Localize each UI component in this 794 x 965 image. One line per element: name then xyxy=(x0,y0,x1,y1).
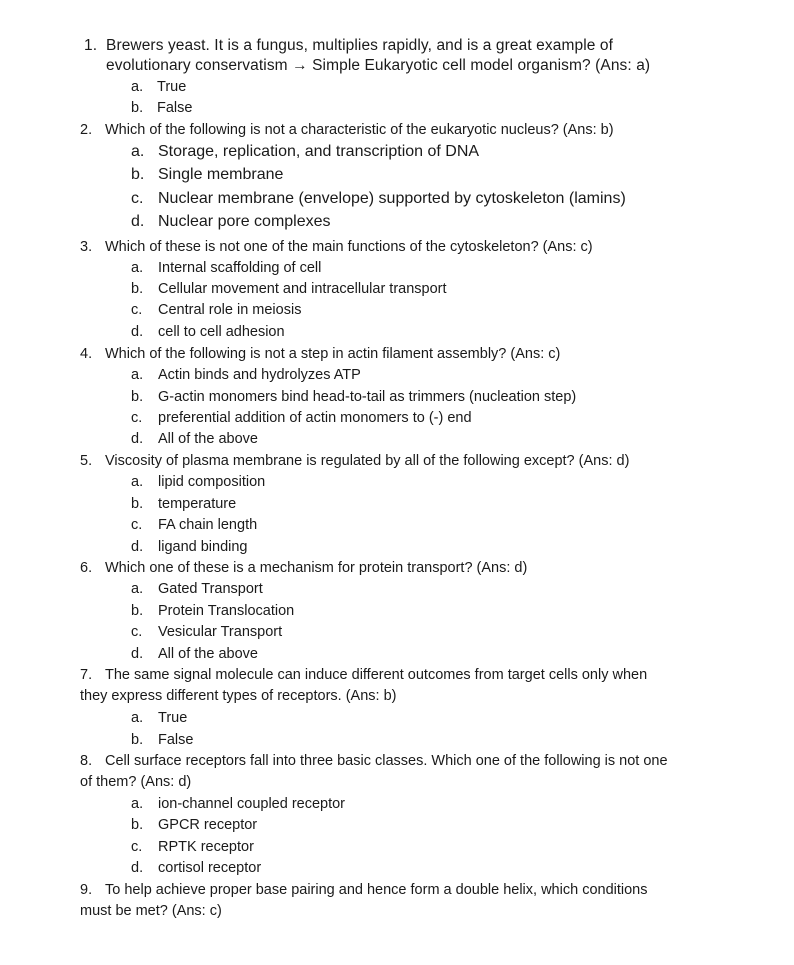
option-letter: a. xyxy=(131,796,144,812)
question-8-text-cont: of them? (Ans: d) xyxy=(80,774,192,790)
option-text: Protein Translocation xyxy=(158,603,295,619)
question-4-number: 4. xyxy=(80,346,93,362)
option-text: Internal scaffolding of cell xyxy=(158,260,322,276)
option-text: All of the above xyxy=(158,431,258,447)
option-letter: b. xyxy=(131,166,145,183)
option-text: GPCR receptor xyxy=(158,817,258,833)
option-text: preferential addition of actin monomers to (-) end xyxy=(158,410,472,426)
option-text: cell to cell adhesion xyxy=(158,324,285,340)
option-letter: d. xyxy=(131,324,144,340)
question-1-number: 1. xyxy=(84,37,98,54)
option-text: All of the above xyxy=(158,646,258,662)
question-5-number: 5. xyxy=(80,453,93,469)
option-letter: c. xyxy=(131,302,143,318)
option-text: Vesicular Transport xyxy=(158,624,283,640)
question-4-text: Which of the following is not a step in actin filament assembly? (Ans: c) xyxy=(105,346,561,362)
question-7-number: 7. xyxy=(80,667,93,683)
question-9-text-cont: must be met? (Ans: c) xyxy=(80,903,222,919)
option-letter: b. xyxy=(131,281,144,297)
option-letter: b. xyxy=(131,389,144,405)
question-7-text-cont: they express different types of receptors. (Ans: b) xyxy=(80,688,397,704)
question-9-number: 9. xyxy=(80,882,93,898)
option-letter: b. xyxy=(131,732,144,748)
option-text: Gated Transport xyxy=(158,581,263,597)
option-letter: d. xyxy=(131,646,144,662)
option-letter: d. xyxy=(131,213,145,230)
option-letter: a. xyxy=(131,260,144,276)
option-text: G-actin monomers bind head-to-tail as trimmers (nucleation step) xyxy=(158,389,577,405)
option-letter: c. xyxy=(131,517,143,533)
option-letter: c. xyxy=(131,839,143,855)
option-letter: a. xyxy=(131,367,144,383)
option-letter: b. xyxy=(131,100,144,116)
option-text: ion-channel coupled receptor xyxy=(158,796,346,812)
option-letter: a. xyxy=(131,143,145,160)
option-text: Central role in meiosis xyxy=(158,302,302,318)
option-text: lipid composition xyxy=(158,474,266,490)
question-1-text: Brewers yeast. It is a fungus, multiplies rapidly, and is a great example of xyxy=(106,37,613,54)
option-text: temperature xyxy=(158,496,237,512)
question-3-number: 3. xyxy=(80,239,93,255)
option-letter: c. xyxy=(131,624,143,640)
question-2-text: Which of the following is not a characteristic of the eukaryotic nucleus? (Ans: b) xyxy=(105,122,614,138)
option-letter: b. xyxy=(131,817,144,833)
question-2-number: 2. xyxy=(80,122,93,138)
option-text: Nuclear pore complexes xyxy=(158,213,331,230)
option-text: cortisol receptor xyxy=(158,860,262,876)
option-letter: b. xyxy=(131,496,144,512)
option-letter: a. xyxy=(131,474,144,490)
option-letter: a. xyxy=(131,79,144,95)
question-5-text: Viscosity of plasma membrane is regulated by all of the following except? (Ans: d) xyxy=(105,453,630,469)
option-letter: d. xyxy=(131,431,144,447)
option-text: Cellular movement and intracellular transport xyxy=(158,281,447,297)
option-letter: c. xyxy=(131,410,143,426)
option-text: RPTK receptor xyxy=(158,839,254,855)
option-text: True xyxy=(158,710,188,726)
question-6-number: 6. xyxy=(80,560,93,576)
question-8-text: Cell surface receptors fall into three basic classes. Which one of the following is not one xyxy=(105,753,668,769)
option-text: Storage, replication, and transcription of DNA xyxy=(158,143,480,160)
option-text: False xyxy=(158,732,194,748)
option-letter: a. xyxy=(131,710,144,726)
question-7-text: The same signal molecule can induce different outcomes from target cells only when xyxy=(105,667,648,683)
question-8-number: 8. xyxy=(80,753,93,769)
option-letter: b. xyxy=(131,603,144,619)
option-text: False xyxy=(157,100,193,116)
option-letter: c. xyxy=(131,190,144,207)
option-letter: d. xyxy=(131,539,144,555)
option-letter: a. xyxy=(131,581,144,597)
option-text: FA chain length xyxy=(158,517,258,533)
question-9-text: To help achieve proper base pairing and hence form a double helix, which conditions xyxy=(105,882,648,898)
option-letter: d. xyxy=(131,860,144,876)
option-text: Single membrane xyxy=(158,166,284,183)
question-6-text: Which one of these is a mechanism for protein transport? (Ans: d) xyxy=(105,560,528,576)
option-text: Actin binds and hydrolyzes ATP xyxy=(158,367,361,383)
question-1-text-cont: evolutionary conservatism → Simple Eukaryotic cell model organism? (Ans: a) xyxy=(106,57,651,74)
option-text: Nuclear membrane (envelope) supported by cytoskeleton (lamins) xyxy=(158,190,626,207)
option-text: True xyxy=(157,79,187,95)
question-3-text: Which of these is not one of the main functions of the cytoskeleton? (Ans: c) xyxy=(105,239,593,255)
option-text: ligand binding xyxy=(158,539,248,555)
